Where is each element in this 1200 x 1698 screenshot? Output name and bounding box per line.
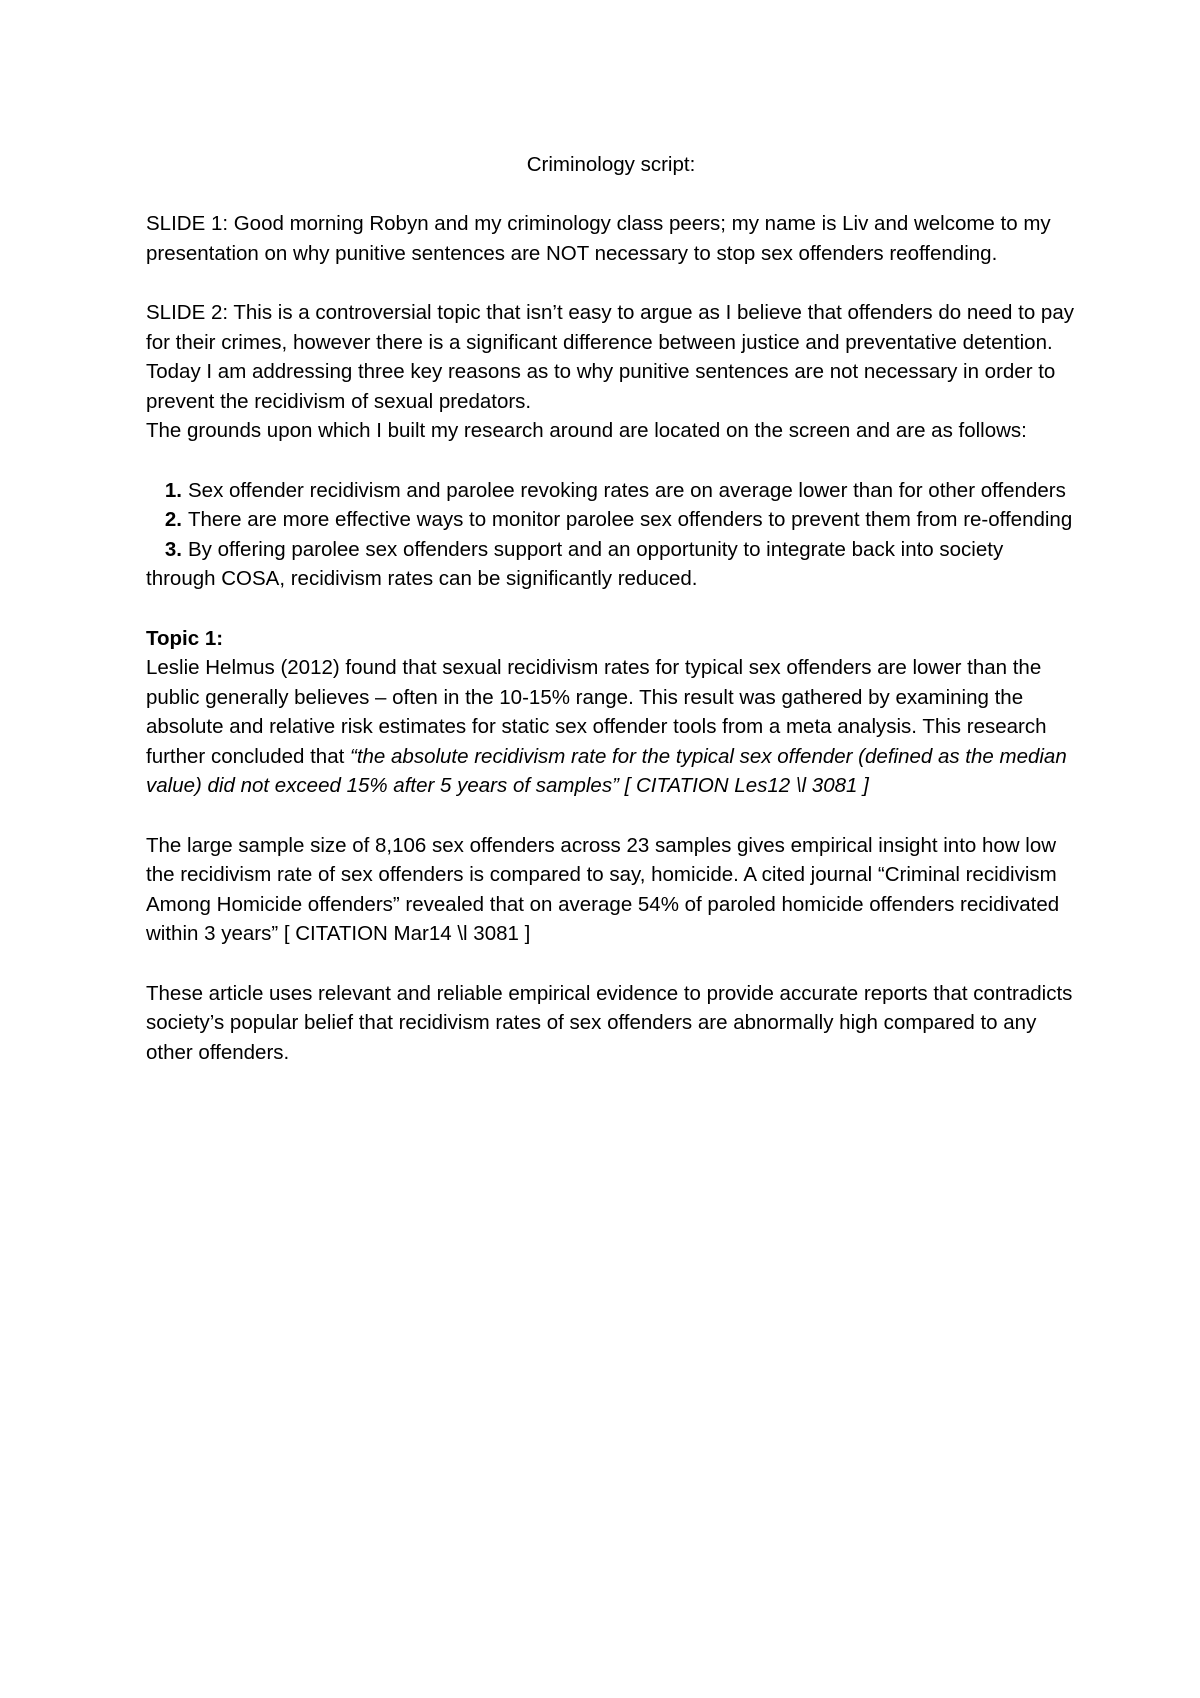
paragraph-gap	[146, 594, 1076, 624]
document-body	[146, 150, 1076, 1067]
reason-text: By offering parolee sex offenders support and an opportunity to integrate back into society through COSA, recidivism rates can be significantly reduced.	[146, 537, 1004, 591]
document-title: Criminology script:	[526, 153, 696, 176]
reason-number: 2.	[164, 508, 182, 532]
slide-2-paragraph: SLIDE 2: This is a controversial topic that isn’t easy to argue as I believe that offenders do need to pay for their crimes, however there is a significant difference between justice and preventative detention. Today I am addressing three key reasons as to why punitive sentences are not necessary in order to prevent the recidivism of sexual predators.	[146, 300, 1074, 413]
topic-1-paragraph-1-text: Leslie Helmus (2012) found that sexual recidivism rates for typical sex offenders are lower than the public generally believes – often in the 10-15% range. This result was gathered by examining the absolute and relative risk estimates for static sex offender tools from a meta analysis. This research further concluded that	[146, 656, 1047, 768]
paragraph-gap	[146, 446, 1076, 476]
topic-1-paragraph-2: The large sample size of 8,106 sex offenders across 23 samples gives empirical insight into how low the recidivism rate of sex offenders is compared to say, homicide. A cited journal “Criminal recidivism Among Homicide offenders” revealed that on average 54% of paroled homicide offenders recidivated within 3 years” [ CITATION Mar14 \l 3081 ]	[146, 833, 1060, 946]
reason-number: 1.	[164, 478, 182, 502]
reason-item-2	[146, 505, 1076, 535]
reason-text: Sex offender recidivism and parolee revoking rates are on average lower than for other offenders	[188, 478, 1066, 502]
topic-1-heading: Topic 1:	[146, 626, 224, 650]
reason-item-1	[146, 476, 1076, 506]
reason-item-3	[146, 535, 1076, 594]
topic-1-paragraph-3: These article uses relevant and reliable empirical evidence to provide accurate reports that contradicts society’s popular belief that recidivism rates of sex offenders are abnormally high compared to any other offenders.	[146, 981, 1073, 1064]
topic-1-paragraph-1	[146, 653, 1076, 801]
reason-number: 3.	[164, 537, 182, 561]
paragraph-gap	[146, 268, 1076, 298]
paragraph-gap	[146, 949, 1076, 979]
grounds-intro-paragraph: The grounds upon which I built my research around are located on the screen and are as follows:	[146, 419, 1027, 443]
paragraph-gap	[146, 801, 1076, 831]
helmus-quote: “the absolute recidivism rate for the typical sex offender (defined as the median value) did not exceed 15% after 5 years of samples” [ CITATION Les12 \l 3081 ]	[146, 744, 1067, 798]
slide-1-paragraph: SLIDE 1: Good morning Robyn and my criminology class peers; my name is Liv and welcome to my presentation on why punitive sentences are NOT necessary to stop sex offenders reoffending.	[146, 212, 1051, 265]
reasons-list	[146, 476, 1076, 594]
reason-text: There are more effective ways to monitor parolee sex offenders to prevent them from re-offending	[188, 508, 1073, 532]
